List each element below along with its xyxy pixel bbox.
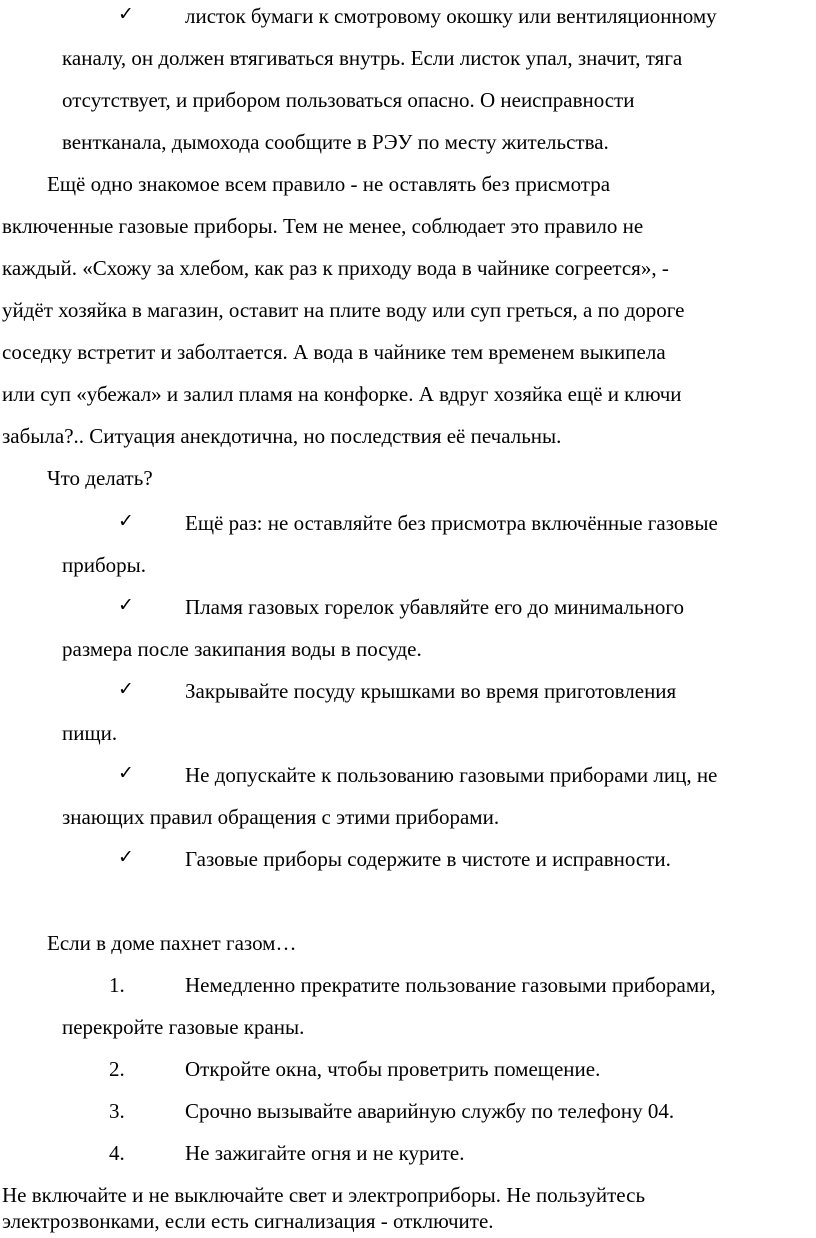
check-icon: ✓ — [118, 678, 134, 700]
step-line: Не зажигайте огня и не курите. — [185, 1141, 465, 1165]
tip-line: пищи. — [62, 721, 118, 745]
paragraph-line: включенные газовые приборы. Тем не менее, соблюдает это правило не — [2, 214, 644, 238]
check-icon: ✓ — [118, 846, 134, 868]
step-number: 1. — [109, 973, 125, 997]
tip-line: приборы. — [62, 553, 147, 577]
gas-heading: Если в доме пахнет газом… — [47, 931, 297, 955]
check-icon: ✓ — [118, 510, 134, 532]
step-line: Срочно вызывайте аварийную службу по телефону 04. — [185, 1099, 675, 1123]
tip-line: Закрывайте посуду крышками во время приготовления — [185, 679, 677, 703]
check-icon: ✓ — [118, 594, 134, 616]
step-number: 3. — [109, 1099, 125, 1123]
step-line: Немедленно прекратите пользование газовыми приборами, — [185, 973, 716, 997]
bullet-line: листок бумаги к смотровому окошку или вентиляционному — [185, 4, 717, 28]
tip-line: Пламя газовых горелок убавляйте его до минимального — [185, 595, 685, 619]
bullet-line: отсутствует, и прибором пользоваться опасно. О неисправности — [62, 88, 635, 112]
paragraph-line: каждый. «Схожу за хлебом, как раз к приходу вода в чайнике согреется», - — [2, 256, 669, 280]
paragraph-line: соседку встретит и заболтается. А вода в чайнике тем временем выкипела — [2, 340, 666, 364]
tip-line: Не допускайте к пользованию газовыми приборами лиц, не — [185, 763, 718, 787]
what-to-do-heading: Что делать? — [47, 466, 153, 490]
tip-line: Газовые приборы содержите в чистоте и исправности. — [185, 847, 671, 871]
tip-line: Ещё раз: не оставляйте без присмотра включённые газовые — [185, 511, 718, 535]
tip-line: размера после закипания воды в посуде. — [62, 637, 422, 661]
paragraph-line: или суп «убежал» и залил пламя на конфорке. А вдруг хозяйка ещё и ключи — [2, 382, 682, 406]
step-number: 2. — [109, 1057, 125, 1081]
step-number: 4. — [109, 1141, 125, 1165]
final-line: электрозвонками, если есть сигнализация - отключите. — [2, 1209, 494, 1233]
step-line: Откройте окна, чтобы проветрить помещение. — [185, 1057, 601, 1081]
step-line: перекройте газовые краны. — [62, 1015, 305, 1039]
check-icon: ✓ — [118, 762, 134, 784]
check-icon: ✓ — [118, 3, 134, 25]
paragraph-line: Ещё одно знакомое всем правило - не оставлять без присмотра — [47, 172, 611, 196]
bullet-line: каналу, он должен втягиваться внутрь. Если листок упал, значит, тяга — [62, 46, 683, 70]
paragraph-line: забыла?.. Ситуация анекдотична, но последствия её печальны. — [2, 424, 562, 448]
final-line: Не включайте и не выключайте свет и электроприборы. Не пользуйтесь — [2, 1183, 646, 1207]
paragraph-line: уйдёт хозяйка в магазин, оставит на плите воду или суп греться, а по дороге — [2, 298, 685, 322]
bullet-line: вентканала, дымохода сообщите в РЭУ по месту жительства. — [62, 130, 609, 154]
tip-line: знающих правил обращения с этими приборами. — [62, 805, 500, 829]
